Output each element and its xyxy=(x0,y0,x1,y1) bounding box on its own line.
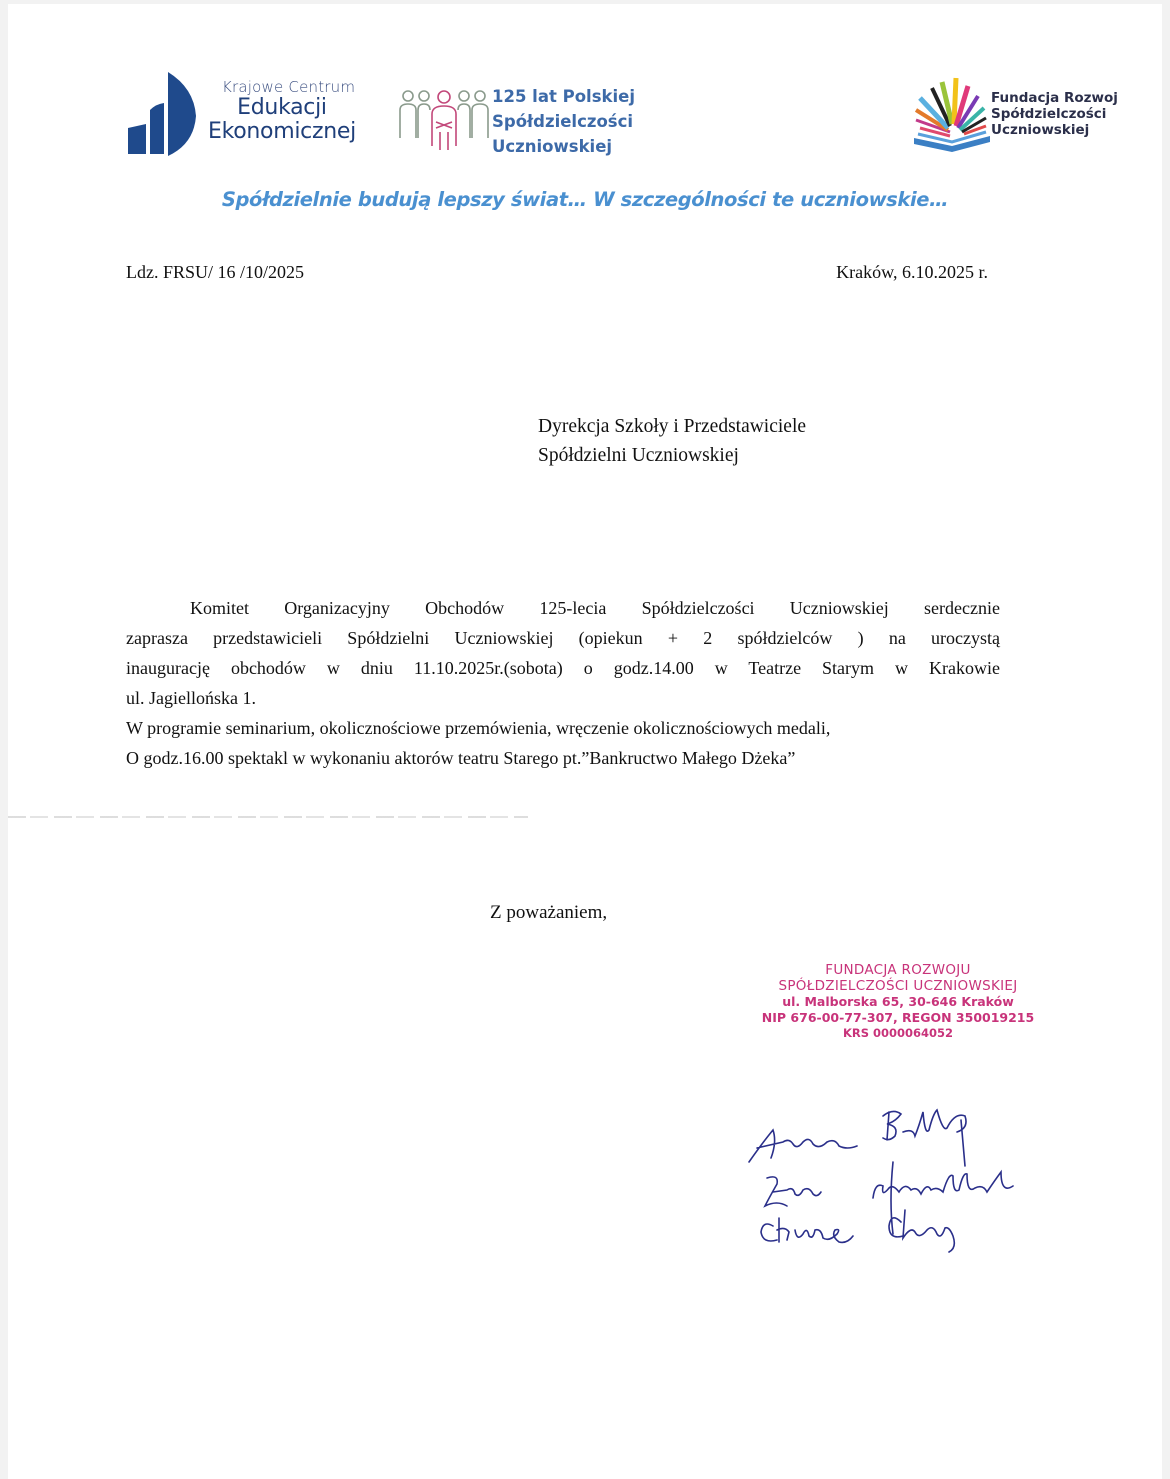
letter-page xyxy=(8,4,1162,1479)
foundation-logo-text: Fundacja Rozwoj Spółdzielczości Uczniowskiej xyxy=(991,90,1118,138)
slogan: Spółdzielnie budują lepszy świat… W szczególności te uczniowskie… xyxy=(221,188,949,211)
people-group-icon xyxy=(398,88,490,154)
organization-stamp: FUNDACJA ROZWOJU SPÓŁDZIELCZOŚCI UCZNIOWSKIEJ ul. Malborska 65, 30-646 Kraków NIP 676-00-77-307, REGON 350019215 KRS 0000064052 xyxy=(761,962,1035,1040)
kcee-logo-icon xyxy=(126,66,206,161)
body-line: inaugurację obchodów w dniu 11.10.2025r.(sobota) o godz.14.00 w Teatrze Starym w Krakowie xyxy=(126,658,1000,678)
closing: Z poważaniem, xyxy=(490,902,608,923)
letter-body xyxy=(126,593,1000,773)
book-logo-icon xyxy=(906,74,998,154)
kcee-logo-text: Krajowe Centrum Edukacji Ekonomicznej xyxy=(208,78,356,144)
reference-number: Ldz. FRSU/ 16 /10/2025 xyxy=(126,262,305,282)
body-line: W programie seminarium, okolicznościowe przemówienia, wręczenie okolicznościowych medali, xyxy=(126,718,831,738)
body-line: ul. Jagiellońska 1. xyxy=(126,688,256,708)
place-date: Kraków, 6.10.2025 r. xyxy=(836,262,988,282)
body-line: zaprasza przedstawicieli Spółdzielni Uczniowskiej (opiekun + 2 spółdzielców ) na uroczystą xyxy=(126,628,1000,648)
scan-artifact-line xyxy=(8,816,528,818)
addressee: Dyrekcja Szkoły i Przedstawiciele Spółdzielni Uczniowskiej xyxy=(538,416,807,466)
signatures-icon xyxy=(743,1102,1043,1272)
anniversary-logo-text: 125 lat Polskiej Spółdzielczości Uczniowskiej xyxy=(492,87,635,156)
body-line: O godz.16.00 spektakl w wykonaniu aktorów teatru Starego pt.”Bankructwo Małego Dżeka” xyxy=(126,748,796,768)
body-line: Komitet Organizacyjny Obchodów 125-lecia Spółdzielczości Uczniowskiej serdecznie xyxy=(190,598,1000,618)
